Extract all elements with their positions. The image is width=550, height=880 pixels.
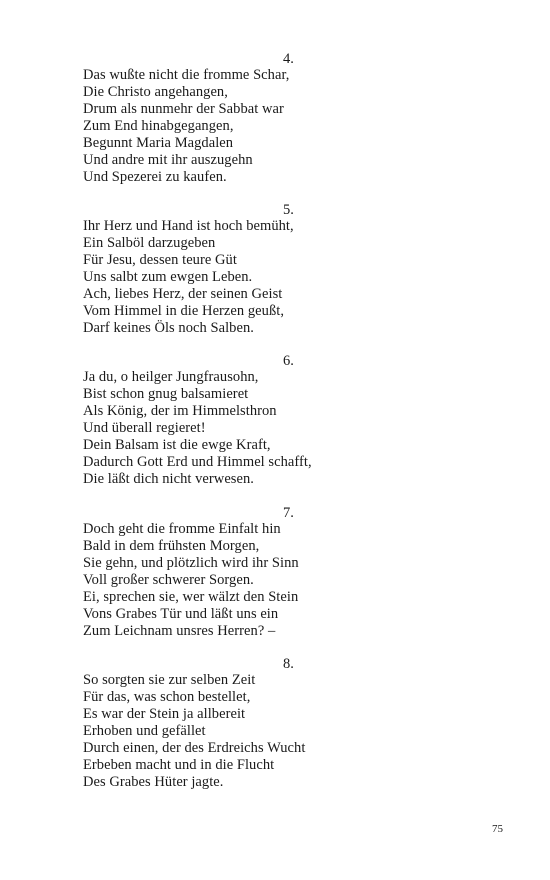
stanza-number: 7. (283, 505, 294, 521)
verse-line: Ei, sprechen sie, wer wälzt den Stein (83, 589, 299, 605)
verse-line: Für Jesu, dessen teure Güt (83, 252, 237, 268)
verse-line: Und Spezerei zu kaufen. (83, 169, 227, 185)
stanza-lines (83, 672, 305, 791)
verse-line: Das wußte nicht die fromme Schar, (83, 67, 290, 83)
verse-line: Ja du, o heilger Jungfrausohn, (83, 369, 259, 385)
page-number: 75 (492, 823, 503, 835)
verse-line: Voll großer schwerer Sorgen. (83, 572, 254, 588)
verse-line: Ihr Herz und Hand ist hoch bemüht, (83, 218, 294, 234)
verse-line: Als König, der im Himmelsthron (83, 403, 277, 419)
verse-line: Zum Leichnam unsres Herren? – (83, 623, 276, 639)
verse-line: Des Grabes Hüter jagte. (83, 774, 224, 790)
stanza-lines (83, 521, 299, 640)
stanza-number: 8. (283, 656, 294, 672)
verse-line: Bist schon gnug balsamieret (83, 386, 249, 402)
verse-line: Durch einen, der des Erdreichs Wucht (83, 740, 306, 756)
stanza-lines (83, 369, 312, 488)
verse-line: Ach, liebes Herz, der seinen Geist (83, 286, 283, 302)
verse-line: Für das, was schon bestellet, (83, 689, 251, 705)
verse-line: Es war der Stein ja allbereit (83, 706, 246, 722)
verse-line: Drum als nunmehr der Sabbat war (83, 101, 284, 117)
verse-line: Uns salbt zum ewgen Leben. (83, 269, 253, 285)
stanza-number: 5. (283, 202, 294, 218)
verse-line: Erhoben und gefället (83, 723, 206, 739)
stanza-lines (83, 218, 294, 337)
verse-line: Zum End hinabgegangen, (83, 118, 234, 134)
verse-line: Sie gehn, und plötzlich wird ihr Sinn (83, 555, 299, 571)
verse-line: Bald in dem frühsten Morgen, (83, 538, 260, 554)
verse-line: Und andre mit ihr auszugehn (83, 152, 253, 168)
verse-line: Dadurch Gott Erd und Himmel schafft, (83, 454, 312, 470)
verse-line: Und überall regieret! (83, 420, 206, 436)
verse-line: Vons Grabes Tür und läßt uns ein (83, 606, 279, 622)
stanza-lines (83, 67, 289, 186)
verse-line: Darf keines Öls noch Salben. (83, 320, 254, 336)
stanza-number: 4. (283, 51, 294, 67)
verse-line: Begunnt Maria Magdalen (83, 135, 234, 151)
verse-line: So sorgten sie zur selben Zeit (83, 672, 256, 688)
verse-line: Doch geht die fromme Einfalt hin (83, 521, 281, 537)
verse-line: Ein Salböl darzugeben (83, 235, 216, 251)
verse-line: Vom Himmel in die Herzen geußt, (83, 303, 285, 319)
stanza-number: 6. (283, 353, 294, 369)
verse-line: Die läßt dich nicht verwesen. (83, 471, 254, 487)
verse-line: Dein Balsam ist die ewge Kraft, (83, 437, 271, 453)
verse-line: Erbeben macht und in die Flucht (83, 757, 275, 773)
verse-line: Die Christo angehangen, (83, 84, 228, 100)
